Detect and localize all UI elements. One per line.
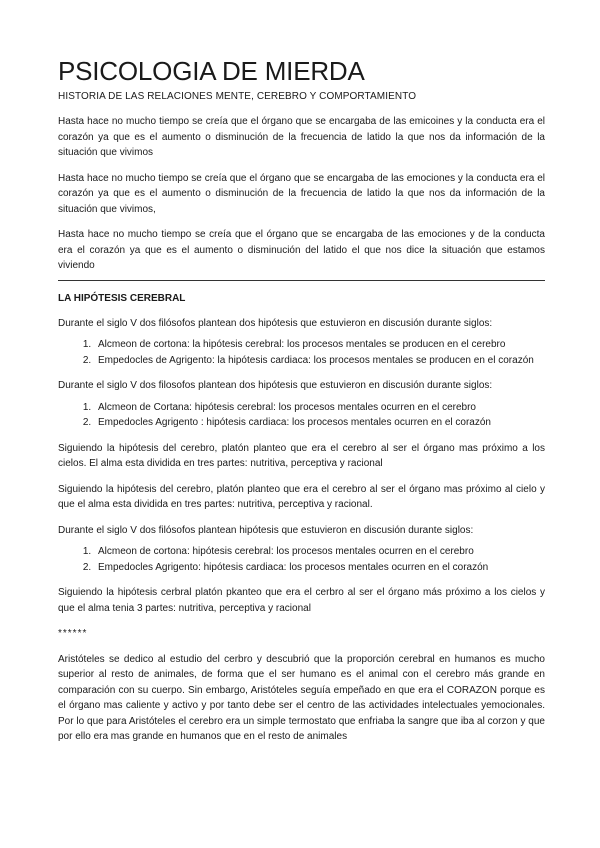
intro-paragraph-2: Hasta hace no mucho tiempo se creía que el órgano que se encargaba de las emociones y la conducta era el corazón ya que es el aumento o disminución de la frecuencia de latido la que nos da información de la situación que vivimos, xyxy=(58,172,545,215)
block3-lead: Durante el siglo V dos filósofos plantean hipótesis que estuvieron en discusión durante siglos: xyxy=(58,524,474,536)
page-subtitle: HISTORIA DE LAS RELACIONES MENTE, CEREBRO Y COMPORTAMIENTO xyxy=(58,91,417,102)
document-page xyxy=(58,54,545,755)
block1-list xyxy=(58,337,545,368)
list-item: 2. Empedocles de Agrigento: la hipótesis cardiaca: los procesos mentales se producen en el corazón xyxy=(94,353,545,369)
block2-lead: Durante el siglo V dos filosofos plantean dos hipótesis que estuvieron en discusión durante siglos: xyxy=(58,380,493,391)
plato-paragraph-2: Siguiendo la hipótesis del cerebro, platón planteo que era el cerebro al ser el órgano mas próximo al cielo y que el alma esta dividida en tres partes: nutritiva, perceptiva y racional. xyxy=(58,483,545,510)
section-heading: LA HIPÓTESIS CEREBRAL xyxy=(58,292,186,304)
list-item: 1. Alcmeon de cortona: hipótesis cerebral: los procesos mentales ocurren en el cerebro xyxy=(94,544,545,560)
separator: ****** xyxy=(58,628,88,639)
page-title: PSICOLOGIA DE MIERDA xyxy=(58,56,365,86)
block3-list xyxy=(58,544,545,575)
block1-lead: Durante el siglo V dos filósofos plantean dos hipótesis que estuvieron en discusión durante siglos: xyxy=(58,317,493,329)
aristoteles-paragraph: Aristóteles se dedico al estudio del cerbro y descubrió que la proporción cerebral en humanos es mucho superior al resto de animales, de forma que el ser humano es el animal con el cerebro más grande en comparación con su cuerpo. Sin embargo, Aristóteles seguía empeñado en que era el CORAZON porque es el órgano mas caliente y activo y por tanto debe ser el centro de las actividades intelectuales yemocionales. Por lo que para Aristóteles el cerebro era un simple termostato que enfriaba la sangre que iba al corzon y que por ello era mas grande en humanos que en el resto de animales xyxy=(58,653,545,742)
plato-paragraph-3: Siguiendo la hipótesis cerbral platón pkanteo que era el cerbro al ser el órgano más próximo a los cielos y que el alma tenia 3 partes: nutritiva, perceptiva y racional xyxy=(58,587,545,614)
intro-paragraph-1: Hasta hace no mucho tiempo se creía que el órgano que se encargaba de las emicoines y la conducta era el corazón ya que es el aumento o disminución de la frecuencia de latido la que nos da información de la situación que vivimos xyxy=(58,116,545,158)
plato-paragraph-1: Siguiendo la hipótesis del cerebro, platón planteo que era el cerebro al ser el órgano mas próximo a los cielos. El alma esta dividida en tres partes: nutritiva, perceptiva y racional xyxy=(58,442,545,469)
list-item: 1. Alcmeon de cortona: la hipótesis cerebral: los procesos mentales se producen en el cerebro xyxy=(94,337,545,353)
block2-list xyxy=(58,400,545,431)
section-divider xyxy=(58,280,545,281)
intro-paragraph-3: Hasta hace no mucho tiempo se creía que el órgano que se encargaba de las emociones y de la conducta era el corazón ya que es el aumento o disminución del latido el que nos dice la situación que estamos viviendo xyxy=(58,229,545,271)
list-item: 2. Empedocles Agrigento: hipótesis cardiaca: los procesos mentales ocurren en el corazón xyxy=(94,560,545,576)
list-item: 1. Alcmeon de Cortana: hipótesis cerebral: los procesos mentales ocurren en el cerebro xyxy=(94,400,545,416)
list-item: 2. Empedocles Agrigento : hipótesis cardiaca: los procesos mentales ocurren en el corazón xyxy=(94,415,545,431)
